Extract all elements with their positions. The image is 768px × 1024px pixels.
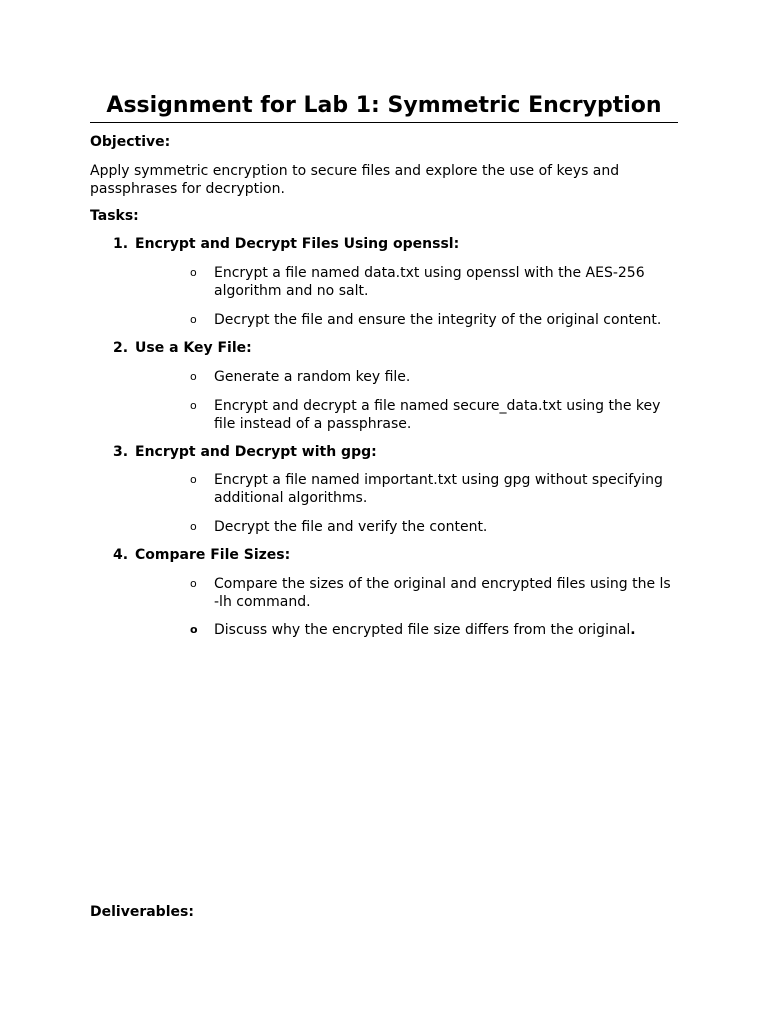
bullet-icon: o: [190, 520, 197, 533]
bullet-text: Encrypt a file named data.txt using openssl with the AES-256 algorithm and no salt.: [214, 265, 645, 299]
bullet-icon: o: [190, 370, 197, 383]
task-number: 1.: [113, 236, 129, 252]
bullet-text: Decrypt the file and ensure the integrity of the original content.: [214, 312, 662, 328]
objective-text: Apply symmetric encryption to secure files and explore the use of keys and passphrases for decryption.: [90, 163, 620, 197]
bullet-icon: o: [190, 266, 197, 279]
task-title: Encrypt and Decrypt with gpg:: [135, 444, 377, 460]
bullet-icon: o: [190, 473, 197, 486]
bullet-icon: o: [190, 577, 197, 590]
page-title: Assignment for Lab 1: Symmetric Encryption: [90, 90, 678, 123]
bullet-text: Compare the sizes of the original and encrypted files using the ls -lh command.: [214, 576, 671, 610]
final-period: .: [630, 622, 636, 638]
bullet-text: Encrypt a file named important.txt using gpg without specifying additional algorithms.: [214, 472, 663, 506]
tasks-heading: Tasks:: [90, 208, 139, 224]
bullet-icon: o: [190, 313, 197, 326]
task-title: Encrypt and Decrypt Files Using openssl:: [135, 236, 460, 252]
bullet-text: Generate a random key file.: [214, 369, 411, 385]
task-number: 2.: [113, 340, 129, 356]
bullet-text: Decrypt the file and verify the content.: [214, 519, 488, 535]
task-number: 3.: [113, 444, 129, 460]
bullet-text-wrap: [214, 621, 680, 639]
task-title: Use a Key File:: [135, 340, 252, 356]
bullet-icon: o: [190, 399, 197, 412]
objective-heading: Objective:: [90, 134, 171, 150]
task-number: 4.: [113, 547, 129, 563]
bullet-text: Discuss why the encrypted file size differs from the original: [214, 622, 631, 638]
bullet-text: Encrypt and decrypt a file named secure_data.txt using the key file instead of a passphrase.: [214, 398, 661, 432]
deliverables-heading: Deliverables:: [90, 904, 194, 920]
bullet-icon: o: [190, 623, 198, 636]
task-title: Compare File Sizes:: [135, 547, 291, 563]
